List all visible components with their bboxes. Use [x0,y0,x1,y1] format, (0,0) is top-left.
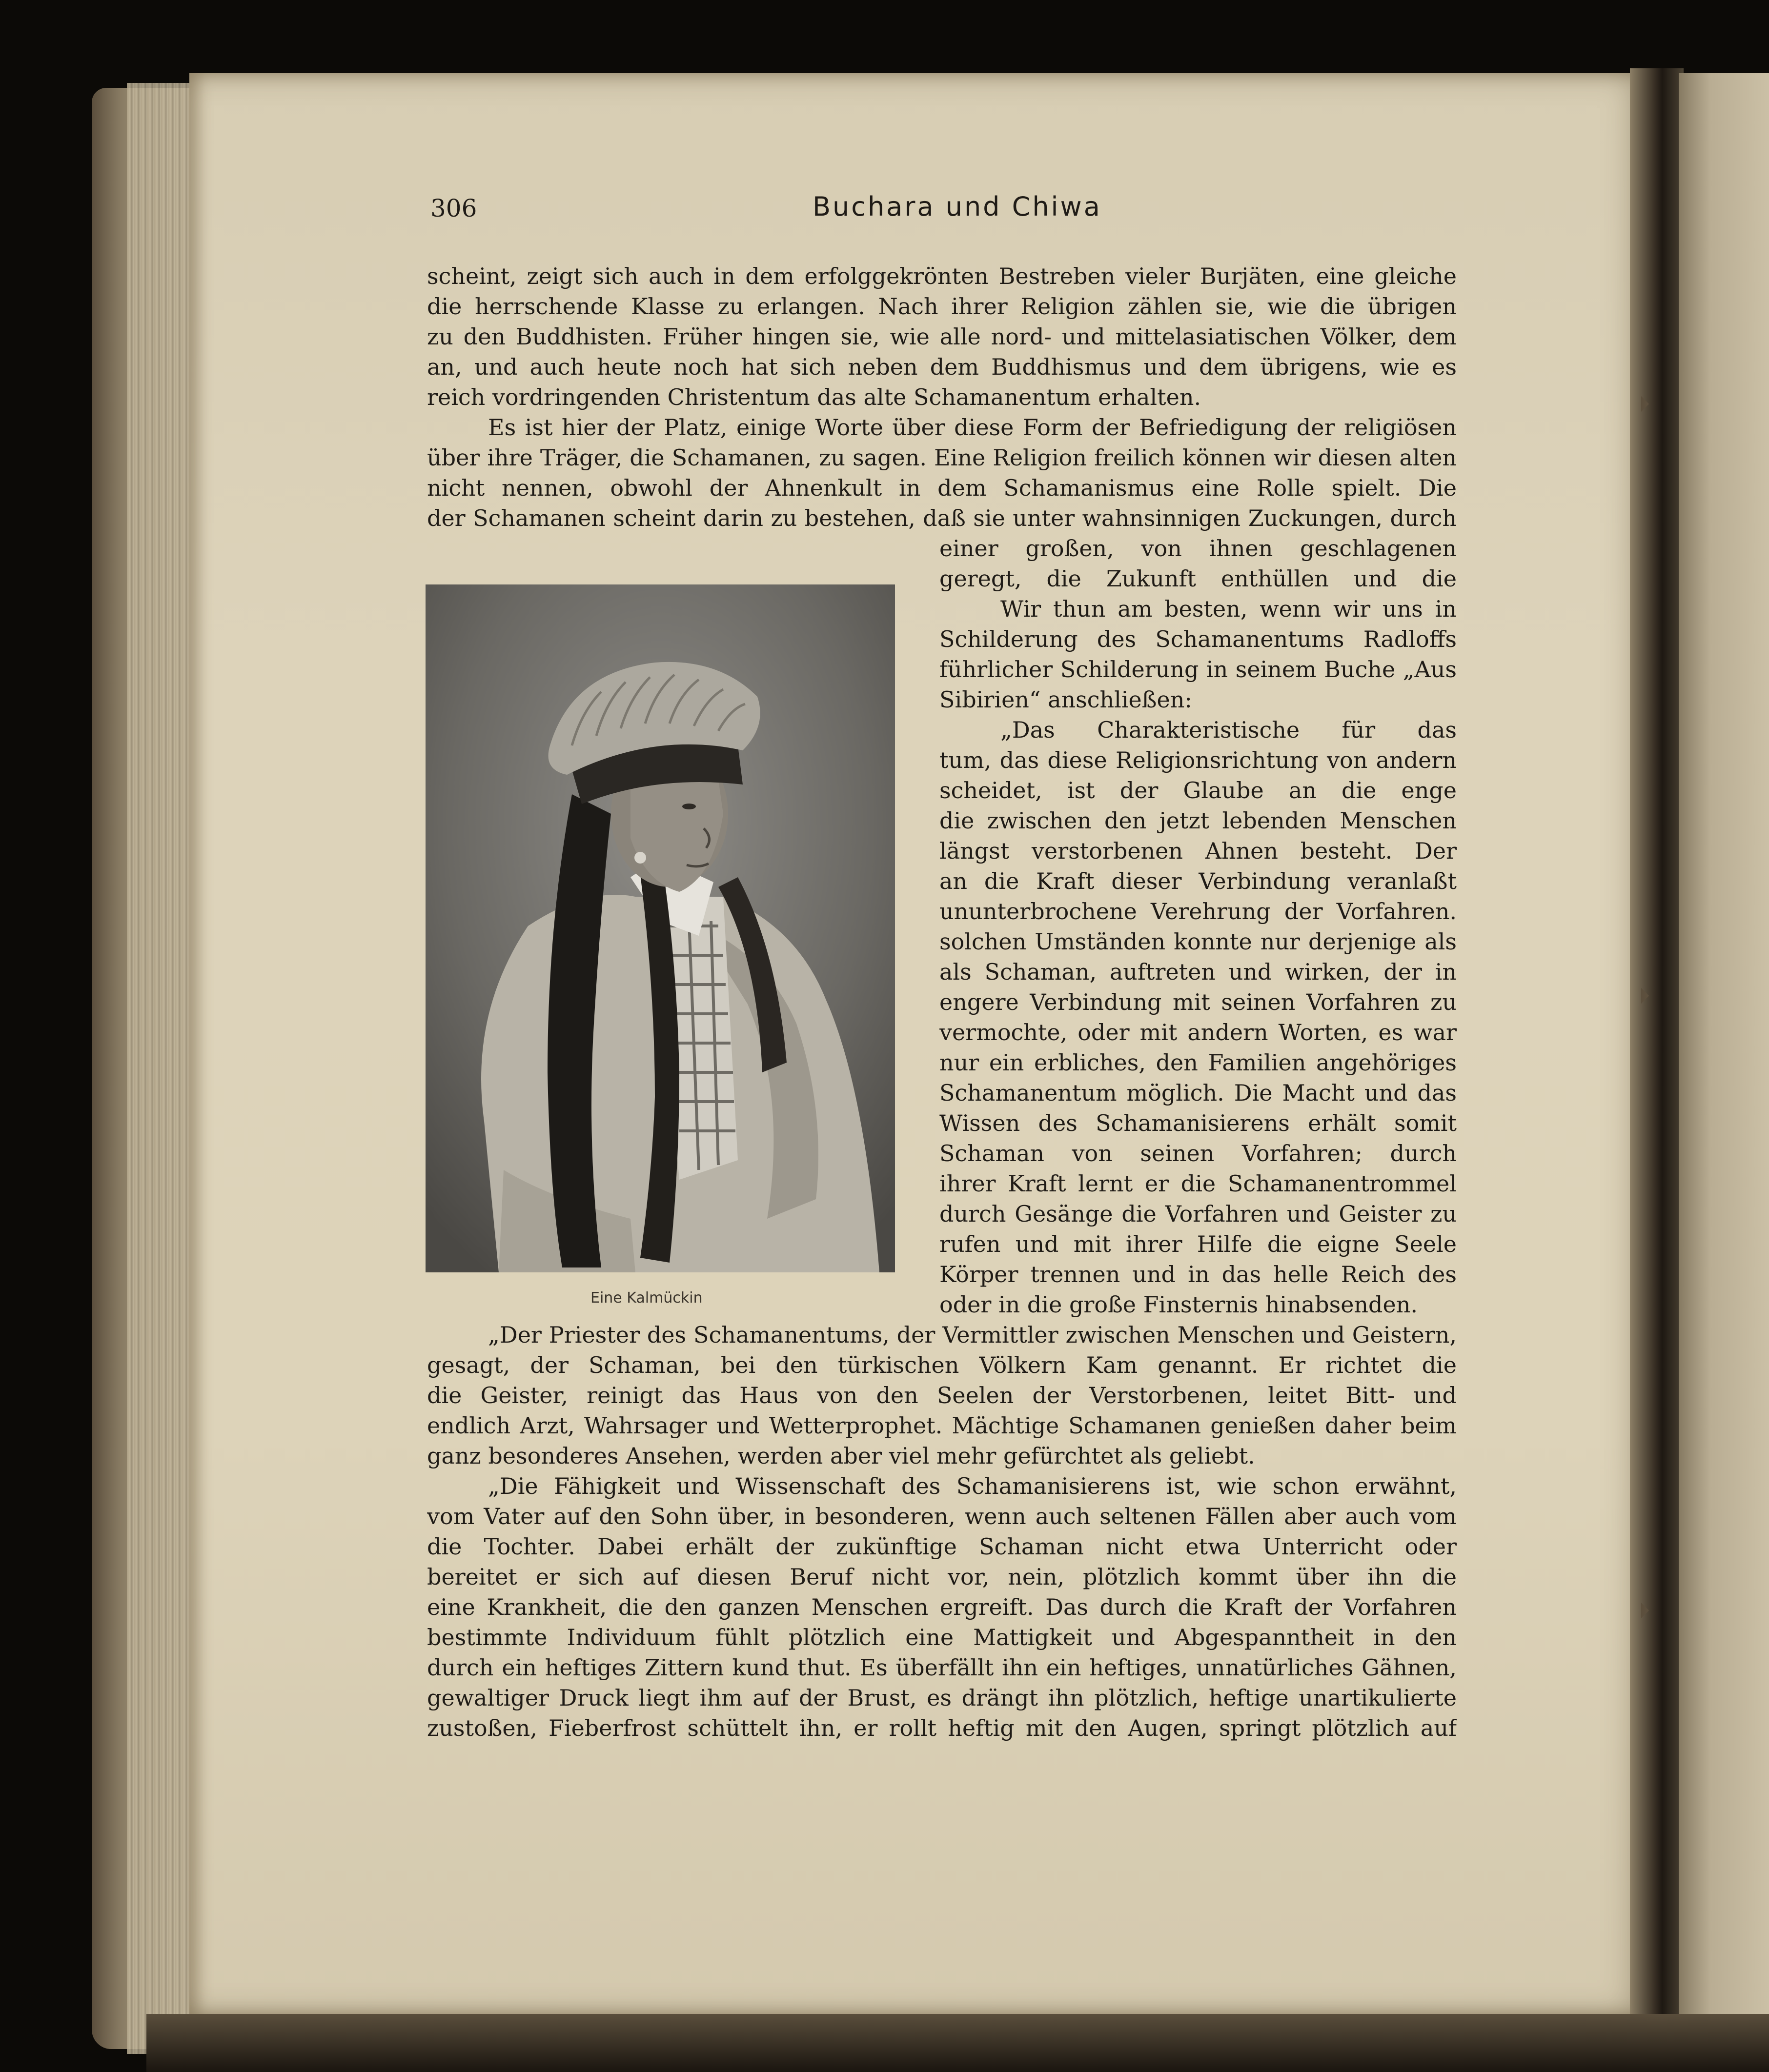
text-line: endlich Arzt, Wahrsager und Wetterprophet. Mächtige Schamanen genießen daher beim [427,1412,1457,1439]
running-title: Buchara und Chiwa [813,191,1102,222]
text-line: ganz besonderes Ansehen, werden aber viel mehr gefürchtet als geliebt. [427,1443,1255,1469]
text-line: vermochte, oder mit andern Worten, es war [939,1019,1457,1046]
text-line: bereitet er sich auf diesen Beruf nicht vor, nein, plötzlich kommt über ihn die [427,1564,1457,1590]
page-number: 306 [430,194,477,222]
text-line: „Die Fähigkeit und Wissenschaft des Schamanisierens ist, wie schon erwähnt, [488,1473,1457,1499]
text-line: Körper trennen und in das helle Reich des [939,1261,1457,1287]
text-line: Schamanentum möglich. Die Macht und das [939,1080,1457,1106]
text-line: Schilderung des Schamanentums Radloffs [939,626,1457,652]
text-line: ununterbrochene Verehrung der Vorfahren. [939,898,1457,925]
text-line: Sibirien“ anschließen: [939,686,1192,713]
portrait-photo [426,584,895,1272]
text-line: der Schamanen scheint darin zu bestehen, daß sie unter wahnsinnigen Zuckungen, durch [427,505,1457,531]
text-line: durch Gesänge die Vorfahren und Geister zu [939,1201,1457,1227]
margin-mark [1641,396,1649,412]
book-gutter [1630,68,1684,2015]
text-line: vom Vater auf den Sohn über, in besonderen, wenn auch seltenen Fällen aber auch vom [427,1503,1457,1529]
text-line: „Der Priester des Schamanentums, der Vermittler zwischen Menschen und Geistern, [488,1322,1457,1348]
text-line: geregt, die Zukunft enthüllen und die [939,565,1457,592]
text-line: die herrschende Klasse zu erlangen. Nach ihrer Religion zählen sie, wie die übrigen [427,293,1457,320]
figure-caption: Eine Kalmückin [590,1289,703,1307]
text-line: längst verstorbenen Ahnen besteht. Der [939,838,1457,864]
text-line: „Das Charakteristische für das [1000,717,1457,743]
text-line: die Tochter. Dabei erhält der zukünftige Schaman nicht etwa Unterricht oder [427,1533,1457,1560]
facing-page-edge [1679,73,1769,2015]
text-line: die Geister, reinigt das Haus von den Seelen der Verstorbenen, leitet Bitt- und [427,1382,1457,1408]
text-line: eine Krankheit, die den ganzen Menschen ergreift. Das durch die Kraft der Vorfahren [427,1594,1457,1620]
text-line: reich vordringenden Christentum das alte Schamanentum erhalten. [427,384,1201,410]
text-line: durch ein heftiges Zittern kund thut. Es überfällt ihn ein heftiges, unnatürliches Gähnen, [427,1654,1457,1681]
text-line: einer großen, von ihnen geschlagenen [939,535,1457,562]
text-line: an, und auch heute noch hat sich neben dem Buddhismus und dem übrigens, wie es [427,354,1457,380]
margin-mark [1641,988,1649,1004]
text-line: gesagt, der Schaman, bei den türkischen Völkern Kam genannt. Er richtet die [427,1352,1457,1378]
text-line: über ihre Träger, die Schamanen, zu sagen. Eine Religion freilich können wir diesen alten [427,444,1457,471]
text-line: führlicher Schilderung in seinem Buche „Aus [939,656,1457,683]
text-line: zu den Buddhisten. Früher hingen sie, wie alle nord- und mittelasiatischen Völker, dem [427,323,1457,350]
text-line: an die Kraft dieser Verbindung veranlaßt [939,868,1457,894]
text-line: ihrer Kraft lernt er die Schamanentrommel [939,1170,1457,1197]
table-surface [146,2014,1769,2072]
text-line: Es ist hier der Platz, einige Worte über diese Form der Befriedigung der religiösen [488,414,1457,441]
text-line: nur ein erbliches, den Familien angehöriges [939,1049,1457,1076]
margin-mark [1641,1603,1649,1618]
text-line: scheidet, ist der Glaube an die enge [939,777,1457,804]
text-line: Wir thun am besten, wenn wir uns in [1000,596,1457,622]
text-line: als Schaman, auftreten und wirken, der in [939,959,1457,985]
text-line: gewaltiger Druck liegt ihm auf der Brust, es drängt ihn plötzlich, heftige unartikulierte [427,1685,1457,1711]
text-line: engere Verbindung mit seinen Vorfahren zu [939,989,1457,1015]
text-line: rufen und mit ihrer Hilfe die eigne Seele [939,1231,1457,1257]
text-line: oder in die große Finsternis hinabsenden. [939,1291,1418,1318]
text-line: tum, das diese Religionsrichtung von andern [939,747,1457,773]
text-line: scheint, zeigt sich auch in dem erfolggekrönten Bestreben vieler Burjäten, eine gleiche [427,263,1457,289]
text-line: solchen Umständen konnte nur derjenige als [939,928,1457,955]
text-line: bestimmte Individuum fühlt plötzlich eine Mattigkeit und Abgespanntheit in den [427,1624,1457,1650]
text-line: Wissen des Schamanisierens erhält somit [939,1110,1457,1136]
text-line: Schaman von seinen Vorfahren; durch [939,1140,1457,1167]
text-line: die zwischen den jetzt lebenden Menschen [939,807,1457,834]
text-line: zustoßen, Fieberfrost schüttelt ihn, er rollt heftig mit den Augen, springt plötzlich auf [427,1715,1457,1741]
text-line: nicht nennen, obwohl der Ahnenkult in dem Schamanismus eine Rolle spielt. Die [427,475,1457,501]
kalmyk-woman-image [426,584,895,1272]
